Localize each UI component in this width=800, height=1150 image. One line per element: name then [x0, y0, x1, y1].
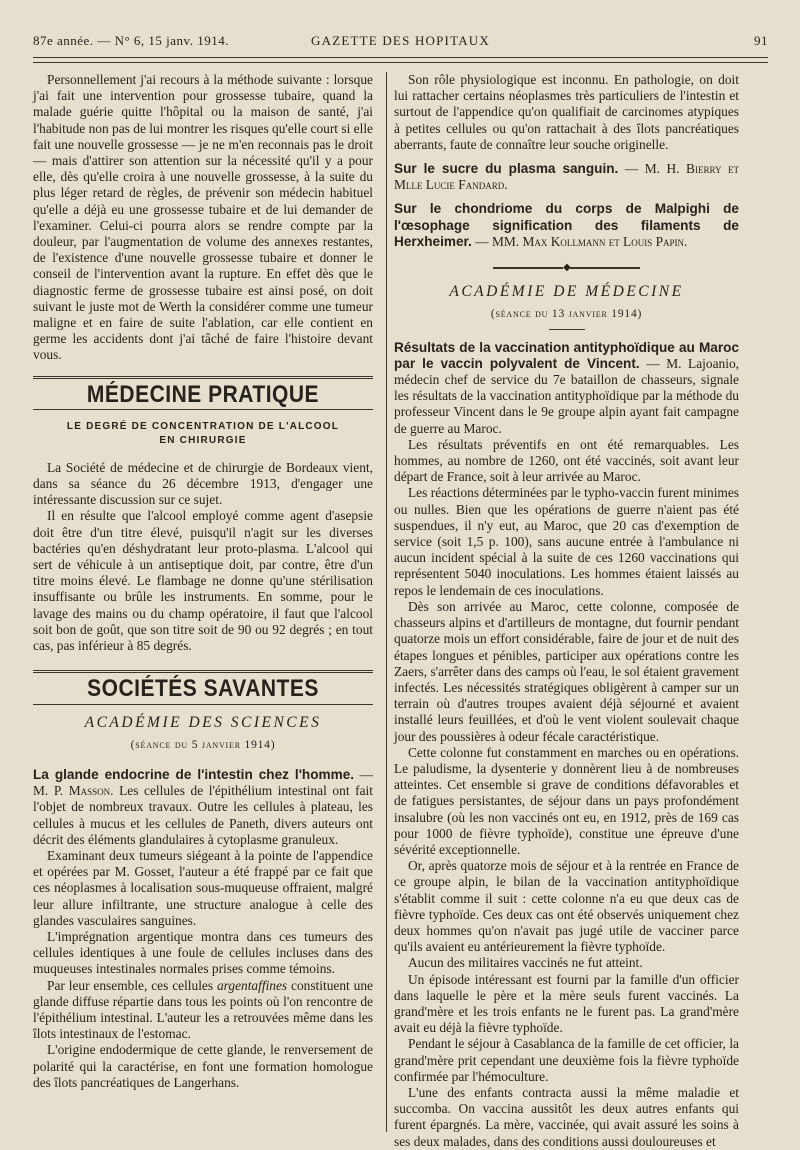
page-header — [33, 33, 768, 53]
article-title: Sur le chondriome du corps de Malpighi de l'œsophage signification des filaments de Herxheimer. — [394, 201, 739, 249]
section-title: SOCIÉTÉS SAVANTES — [87, 675, 319, 703]
article-text: Les cellules de l'épithélium intestinal ont fait l'objet de nombreux travaux. Outre les cellules à plateau, les cellules à mucus et les cellules de Paneth, divers auteurs ont décrit des éléments glandulaires à cytoplasme granuleux. — [33, 783, 373, 847]
article-title: Sur le sucre du plasma sanguin. — [394, 161, 619, 177]
article-title: Résultats de la vaccination antityphoïdique au Maroc par le vaccin polyvalent de Vincent. — [394, 339, 739, 371]
vaccination-title-paragraph — [394, 340, 739, 437]
article-author: — M. P. Masson. — [33, 766, 373, 799]
article-author: — M. H. Bierry et Mlle Lucie Fandard. — [394, 161, 739, 193]
vaccination-paragraph-3: Dès son arrivée au Maroc, cette colonne, composée de chasseurs alpins et d'artilleurs de montagne, dut fournir pendant quatorze mois un effort considérable, faire de jour et de nuit des étapes longues et pénibles, participer aux opérations contre les Zaers, s'arrêter dans des camps où l'eau, le sol étaient gravement infectés. Les nécessités stratégiques obligèrent à camper sur un terrain où d'autres troupes avaient déjà séjourné et avaient installé leurs feuillées, et d'où le vent violent soulevait chaque jour des poussières à odeur fécale caractéristique. — [394, 598, 739, 744]
italic-term: argentaffines — [216, 977, 288, 993]
section-medecine-pratique — [33, 376, 373, 410]
ornament-divider: ◆ — [394, 260, 739, 276]
sucre-entry — [394, 161, 739, 193]
alcool-paragraph-1: La Société de médecine et de chirurgie de Bordeaux vient, dans sa séance du 26 décembre 1913, d'engager une intéressante discussion sur ce sujet. — [33, 459, 373, 508]
academy-heading: ACADÉMIE DE MÉDECINE — [449, 283, 684, 301]
vaccination-paragraph-2: Les réactions déterminées par le typho-vaccin furent minimes ou nulles. Bien que les opérations de guerre n'aient pas été suspendues, il n'y eut, au Maroc, que 20 cas d'exemption de service (soit 1,5 p. 100), sans aucune entrée à l'ambulance ni aucun incident spécial à la suite de ces 1260 vaccinations qui représentent 5040 inoculations. Les hommes étaient laissés au repos le lendemain de ces inoculations. — [394, 485, 739, 598]
glande-paragraph-2: Examinant deux tumeurs siégeant à la pointe de l'appendice et opérées par M. Gosset, l'auteur a été frappé par ce fait que ces néoplasmes à localisation sous-muqueuse offraient, malgré leur allure infiltrante, une structure analogue à celle des glandes vasculaires sanguines. — [33, 847, 373, 928]
glande-paragraph-3: L'imprégnation argentique montra dans ces tumeurs des cellules identiques à une foule de cellules incluses dans des muqueuses intestinales normales prises comme témoins. — [33, 928, 373, 977]
text-run: constituent une glande diffuse répartie dans tous les points où l'on rencontre de l'épithélium intestinal. L'auteur les a retrouvées même dans les îlots intestinaux de l'estomac. — [33, 977, 373, 1042]
subheading-line-2: EN CHIRURGIE — [159, 434, 247, 446]
article-title: La glande endocrine de l'intestin chez l'homme. — [33, 766, 355, 782]
section-title: MÉDECINE PRATIQUE — [86, 380, 320, 408]
vaccination-paragraph-8: Pendant le séjour à Casablanca de la famille de cet officier, la grand'mère prit cependant une deuxième fois la fièvre typhoïde confirmée par l'hémoculture. — [394, 1036, 739, 1084]
journal-title: GAZETTE DES HOPITAUX — [311, 33, 490, 48]
glande-paragraph-4 — [33, 978, 373, 1043]
subheading-line-1: LE DEGRÉ DE CONCENTRATION DE L'ALCOOL — [66, 420, 340, 432]
role-paragraph: Son rôle physiologique est inconnu. En pathologie, on doit lui rattacher certains néoplasmes très particuliers de l'intestin et surtout de l'appendice qu'on qualifiait de carcinomes atypiques à petites cellules ou qu'on rattachait à des îlots pancréatiques aberrants, faute de connaître leur souche originelle. — [394, 72, 739, 152]
right-column — [394, 72, 739, 1150]
header-rule-bottom — [33, 62, 768, 63]
glande-paragraph-5: L'origine endodermique de cette glande, le renversement de polarité qui la caractérise, en font une formation homologue des îlots pancréatiques de Langerhans. — [33, 1042, 373, 1090]
vaccination-paragraph-1: Les résultats préventifs en ont été remarquables. Les hommes, au nombre de 1260, ont été vaccinés, soit avant leur départ de France, soit à leur arrivée au Maroc. — [394, 436, 739, 485]
academy-heading: ACADÉMIE DES SCIENCES — [84, 713, 322, 731]
vaccination-paragraph-9: L'une des enfants contracta aussi la même maladie et succomba. On vaccina aussitôt les deux autres enfants qui furent épargnés. La mère, vaccinée, qui avait assuré les soins à ses deux malades, dans des conditions aussi douloureuses et — [394, 1084, 739, 1149]
issue-info: 87e année. — N° 6, 15 janv. 1914. — [33, 33, 229, 48]
session-date: (séance du 5 janvier 1914) — [130, 738, 276, 751]
article-text: — M. Lajoanio, médecin chef de service du 7e bataillon de chasseurs, signale les résultats de la vaccination antityphoïdique par la méthode du professeur Vincent dans le 9e groupe alpin ayant fait campagne de guerre au Maroc. — [394, 355, 739, 436]
short-rule — [549, 329, 585, 330]
vaccination-paragraph-7: Un épisode intéressant est fourni par la famille d'un officier dans laquelle le père et la mère seuls furent vaccinés. La grand'mère et les trois enfants ne le furent pas. La grand'mère avait eu déjà la fièvre typhoïde. — [394, 971, 739, 1036]
vaccination-paragraph-6: Aucun des militaires vaccinés ne fut atteint. — [408, 955, 643, 971]
alcool-paragraph-2: Il en résulte que l'alcool employé comme agent d'asepsie doit être d'un titre élevé, puisqu'il n'agit sur les diverses bactéries qu'en déshydratant leur proto-plasma. L'alcool qui sert de véhicule à un antiseptique doit, par contre, être d'un titre moins élevé. Le flambage ne donne qu'une stérilisation insuffisante ou brûle les instruments. En somme, pour le lavage des mains ou du champ opératoire, il faut que l'alcool soit bon de goût, que son titre soit de 90 ou 92 degrés ; en tout cas, pas inférieur à 85 degrés. — [33, 508, 373, 654]
vaccination-paragraph-5: Or, après quatorze mois de séjour et à la rentrée en France de ce groupe alpin, le bilan de la vaccination antityphoïdique s'établit comme il suit : cette colonne n'a eu que deux cas de fièvre typhoïde. Ces deux cas ont été observés uniquement chez deux hommes qu'on n'avait pas jugé utile de vacciner parce qu'ils avaient eu antérieurement la fièvre typhoïde. — [394, 858, 739, 955]
chondriome-entry — [394, 201, 739, 250]
vaccination-paragraph-4: Cette colonne fut constamment en marches ou en opérations. Le paludisme, la dysenterie y donnèrent lieu à de nombreuses atteintes. Cet ensemble si grave de conditions défavorables et de fatigues persistantes, de séjour dans un pays profondément insalubre (où les non vaccinés ont eu, en 1912, près de 169 cas pour 1000 de fièvre typhoïde), constitue une épreuve d'une sévérité exceptionnelle. — [394, 744, 739, 857]
article-subheading — [33, 420, 373, 448]
intro-paragraph: Personnellement j'ai recours à la méthode suivante : lorsque j'ai fait une intervention pour grossesse tubaire, quand la malade guérie quitte l'hôpital ou la maison de santé, j'ai l'habitude non pas de lui montrer les risques qu'elle court si elle fait une nouvelle grossesse — je ne m'en reconnais pas le droit — mais d'attirer son attention sur la nécessité qu'il y a pour elle, dès qu'elle croira à une nouvelle grossesse, à la suite du plus léger retard de règles, de prévenir son médecin habituel qu'elle a déjà eu une grossesse tubaire et de lui demander de l'examiner. Celui-ci pourra alors se rendre compte par la douleur, par l'augmentation de volume des annexes restantes, de l'existence d'une nouvelle grossesse tubaire et donner le conseil de l'intervention avant la rupture. En effet dès que le diagnostic ferme de grossesse tubaire est ainsi posé, on doit suivant le juste mot de Werth la considérer comme une tumeur maligne et en faire de suite l'ablation, car elle contient en germe les accidents dont j'ai tâché de faire l'histoire devant vous. — [33, 72, 373, 363]
article-author: — MM. Max Kollmann et Louis Papin. — [475, 233, 688, 249]
glande-title-paragraph — [33, 767, 373, 848]
column-divider — [386, 72, 387, 1132]
header-rule-top — [33, 57, 768, 58]
page-number: 91 — [754, 33, 768, 48]
left-column — [33, 72, 373, 1091]
section-societes-savantes — [33, 670, 373, 704]
text-run: Par leur ensemble, ces cellules — [47, 977, 217, 993]
session-date: (séance du 13 janvier 1914) — [490, 308, 643, 321]
